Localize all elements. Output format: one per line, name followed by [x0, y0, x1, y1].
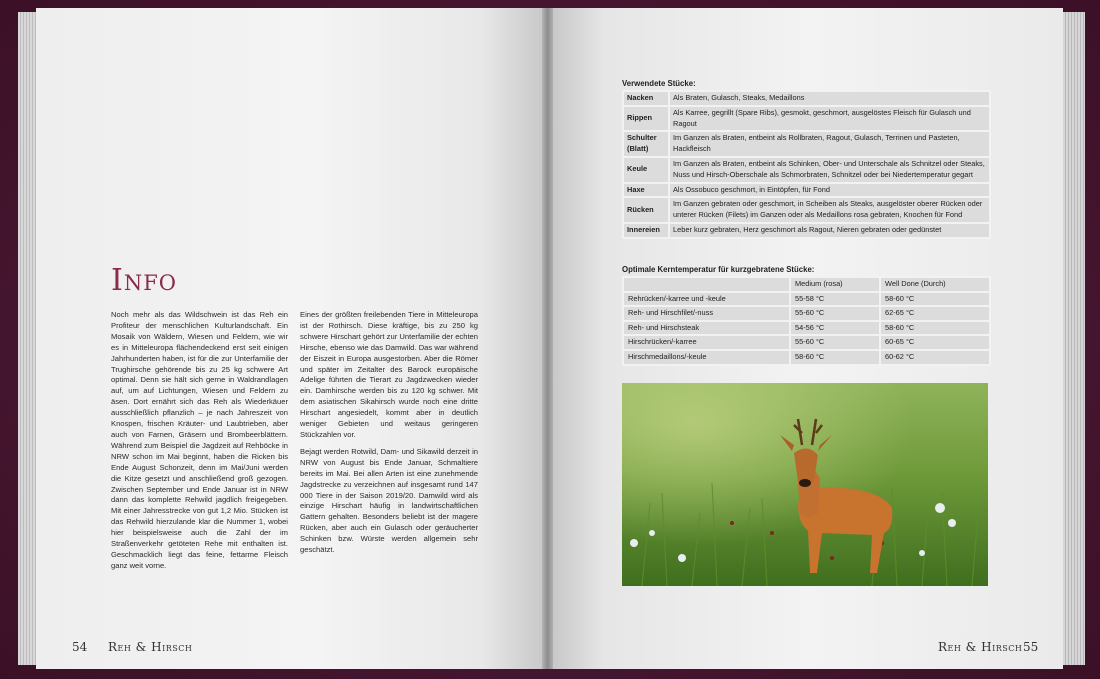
cut-use: Im Ganzen gebraten oder geschmort, in Scheiben als Steaks, ausgelöster oberer Rücken oder unterer Rücken (Filets) im Ganzen oder als Medaillons rosa gebraten, Knochen für Fond [669, 197, 990, 223]
cut-name: Keule [623, 157, 669, 183]
roe-deer-photo [622, 383, 988, 586]
cut-name: Haxe [623, 183, 669, 198]
cuts-heading: Verwendete Stücke: [622, 79, 696, 88]
table-row [623, 197, 990, 223]
cut-use: Im Ganzen als Braten, entbeint als Rollbraten, Ragout, Gulasch, Terrinen und Pasteten, Hackfleisch [669, 131, 990, 157]
cut-use: Als Braten, Gulasch, Steaks, Medaillons [669, 91, 990, 106]
table-row [623, 223, 990, 238]
left-page [36, 8, 542, 669]
temperature-heading: Optimale Kerntemperatur für kurzgebratene Stücke: [622, 265, 815, 274]
well-done-temp: 60-65 °C [880, 335, 990, 350]
running-title: Reh & Hirsch [938, 640, 1023, 654]
page-edges-right [1063, 12, 1085, 665]
medium-temp: 55-60 °C [790, 335, 880, 350]
cut-name: Reh- und Hirschsteak [623, 321, 790, 336]
paragraph: Noch mehr als das Wildschwein ist das Reh ein Profiteur der menschlichen Kulturlandschaft. Ein Mosaik von Wäldern, Wiesen und Feldern, wie wir es in Mitteleuropa flächendeckend erst seit einigen Jahrhunderten haben, ist für die zur Unterfamilie der Trughirsche gehörende bis zu 25 kg schwere Art optimal. Denn sie hält sich gerne in Waldrandlagen auf, um auf Lichtungen, Wiesen und Feldern zu äsen. Dort ernährt sich das Reh als Wiederkäuer ausschließlich pflanzlich – je nach Jahreszeit von Knospen, frischen Kräuter- und Laubtrieben, aber auch von Farnen, Gräsern und Brombeerblättern. Während zum Beispiel die Jagdzeit auf Rehböcke in NRW schon im Mai beginnt, haben die Ricken bis Ende August Schonzeit, denn im Mai/Juni werden die Kitze gesetzt und anschließend groß gezogen. Zwischen September und Ende Januar ist in NRW dann das komplette Rehwild jagdlich freigegeben. Mit einer Jahresstrecke von gut 1,2 Mio. Stücken ist das Rehwild hierzulande klar die Nummer 1, wobei hier beispielsweise auch die Zahl der im Straßenverkehr getöteten Rehe mit enthalten ist. Geschmacklich liegt das feine, fettarme Fleisch ganz weit vorne. [111, 310, 288, 570]
cut-name: Rehrücken/-karree und -keule [623, 292, 790, 307]
cut-use: Im Ganzen als Braten, entbeint als Schinken, Ober- und Unterschale als Schnitzel oder Steaks, Nuss und Hirsch-Oberschale als Schmorbraten, Schnitzel oder bei Niedertemperatur gegart [669, 157, 990, 183]
table-header-row [623, 277, 990, 292]
cuts-table [622, 90, 991, 239]
running-title: Reh & Hirsch [108, 640, 193, 654]
page-number: 54 [72, 640, 88, 654]
table-row [623, 91, 990, 106]
well-done-temp: 58-60 °C [880, 321, 990, 336]
right-page [553, 8, 1063, 669]
cut-name: Rippen [623, 106, 669, 132]
table-row [623, 350, 990, 365]
page-edges-left [18, 12, 36, 665]
info-heading: Info [111, 263, 178, 298]
table-row [623, 157, 990, 183]
medium-temp: 58-60 °C [790, 350, 880, 365]
column-header [623, 277, 790, 292]
table-row [623, 306, 990, 321]
cut-name: Innereien [623, 223, 669, 238]
well-done-temp: 58-60 °C [880, 292, 990, 307]
cut-name: Rücken [623, 197, 669, 223]
paragraph: Eines der größten freilebenden Tiere in Mitteleuropa ist der Rothirsch. Diese kräftige, bis zu 250 kg schwere Hirschart gehört zur Unterfamilie der echten Hirsche, ebenso wie das Damwild. Das war während der Eiszeit in Europa ausgestorben. Aber die Römer und später im Zeitalter des Barock europäische Adelige führten die Tierart zu Jagdzwecken wieder ein. Damhirsche werden bis zu 120 kg schwer. Mit dem asiatischen Sikahirsch wurde noch eine dritte Hirschart angesiedelt, kommt aber in deutlich weniger Gebieten und weitaus geringeren Stückzahlen vor. [300, 310, 478, 439]
page-number: 55 [1023, 640, 1039, 654]
roe-deer-illustration [622, 383, 988, 586]
cut-name: Nacken [623, 91, 669, 106]
cut-use: Als Ossobuco geschmort, in Eintöpfen, für Fond [669, 183, 990, 198]
cut-use: Leber kurz gebraten, Herz geschmort als Ragout, Nieren gebraten oder gedünstet [669, 223, 990, 238]
cut-name: Reh- und Hirschfilet/-nuss [623, 306, 790, 321]
table-row [623, 321, 990, 336]
paragraph: Bejagt werden Rotwild, Dam- und Sikawild derzeit in NRW von August bis Ende Januar, Schmaltiere bereits im Mai. Bei allen Arten ist eine zunehmende Jagdstrecke zu verzeichnen auf insgesamt rund 147 000 Tiere in der Saison 2019/20. Damwild wird als einzige Hirschart häufig in landwirtschaftlichen Gattern gehalten. Besonders beliebt ist der magere Rücken, aber auch ein Gulasch oder geräucherter Schinken bzw. Würste werden allgemein sehr geschätzt. [300, 446, 478, 555]
text-column-1 [111, 310, 288, 578]
medium-temp: 54-56 °C [790, 321, 880, 336]
text-column-2 [300, 310, 478, 562]
well-done-temp: 60-62 °C [880, 350, 990, 365]
book-spine [542, 8, 553, 669]
medium-temp: 55-58 °C [790, 292, 880, 307]
table-row [623, 292, 990, 307]
cut-name: Hirschmedaillons/-keule [623, 350, 790, 365]
column-header: Well Done (Durch) [880, 277, 990, 292]
cut-name: Hirschrücken/-karree [623, 335, 790, 350]
cut-name: Schulter (Blatt) [623, 131, 669, 157]
cut-use: Als Karree, gegrillt (Spare Ribs), gesmokt, geschmort, ausgelöstes Fleisch für Gulasch und Ragout [669, 106, 990, 132]
medium-temp: 55-60 °C [790, 306, 880, 321]
table-row [623, 183, 990, 198]
table-row [623, 335, 990, 350]
table-row [623, 106, 990, 132]
column-header: Medium (rosa) [790, 277, 880, 292]
temperature-table [622, 276, 991, 366]
table-row [623, 131, 990, 157]
well-done-temp: 62-65 °C [880, 306, 990, 321]
